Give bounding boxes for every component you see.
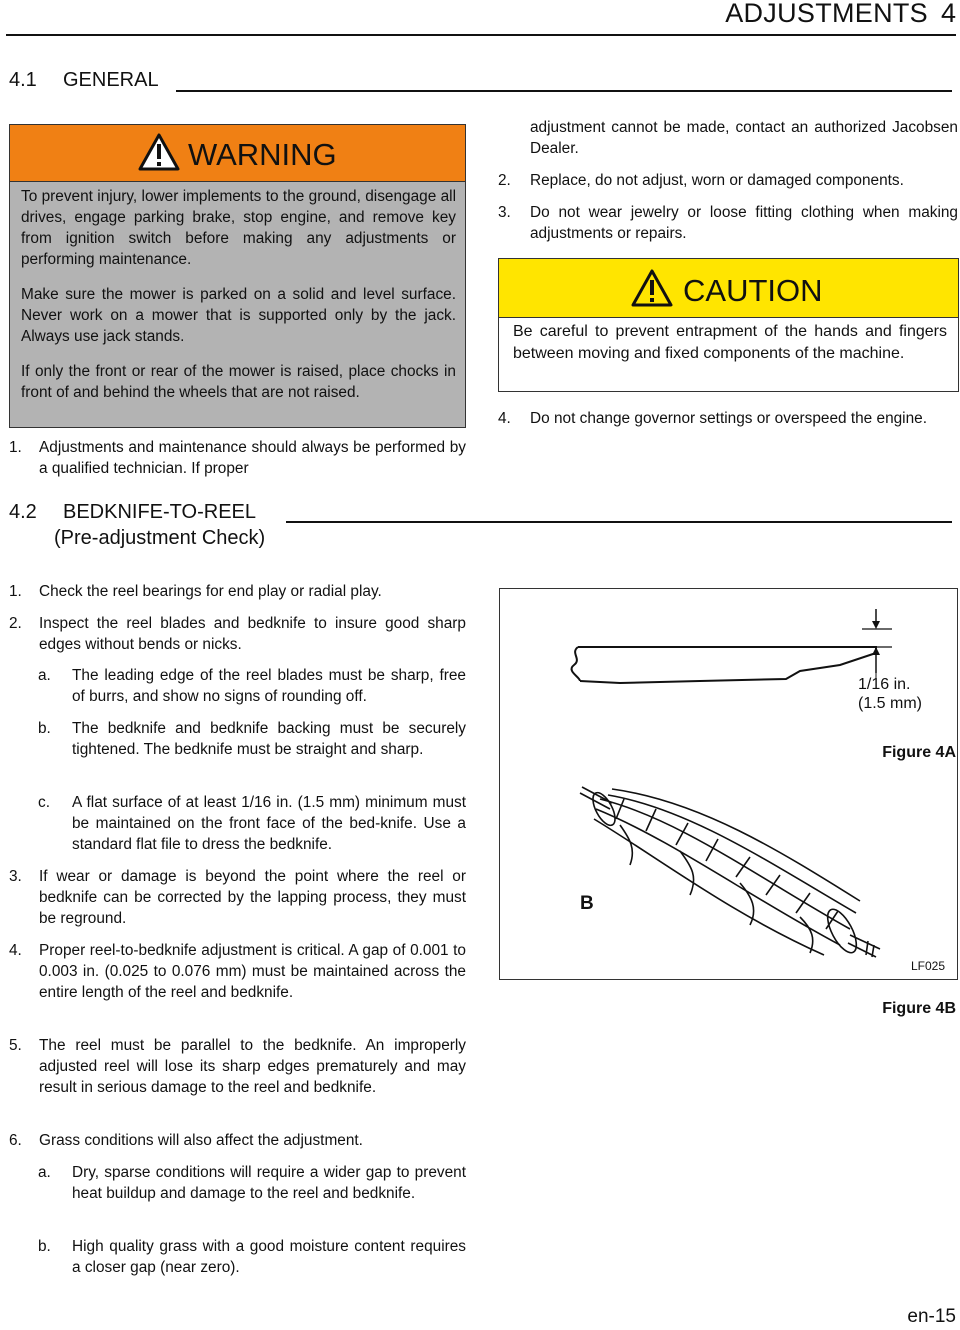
callout-b: B [580, 893, 594, 914]
section-general-heading [9, 69, 159, 92]
list-number: 5. [9, 1037, 22, 1054]
caution-header [499, 259, 958, 318]
list-text: Proper reel-to-bedknife adjustment is critical. A gap of 0.001 to 0.003 in. (0.025 to 0.076 mm) must be maintained across the entire length of the reel and bedknife. [39, 942, 466, 1001]
list-text: The reel must be parallel to the bedknife. An improperly adjusted reel will lose its sharp edges prematurely and may result in serious damage to the reel and bedknife. [39, 1037, 466, 1096]
list-number: 4. [498, 410, 511, 427]
list-item [9, 437, 466, 479]
section-bedknife-heading [9, 501, 256, 524]
dimension-mm: (1.5 mm) [858, 695, 922, 712]
warning-label: WARNING [188, 137, 337, 172]
warning-triangle-icon [138, 133, 180, 171]
figure-4b-caption: Figure 4B [882, 1000, 956, 1017]
section-subtitle: (Pre-adjustment Check) [54, 527, 266, 549]
reel-drawing [560, 779, 890, 969]
list-item [38, 792, 466, 855]
list-number: 2. [498, 172, 511, 189]
list-text: Do not change governor settings or overspeed the engine. [530, 410, 928, 427]
list-text: A flat surface of at least 1/16 in. (1.5 mm) minimum must be maintained on the front face of the bed-knife. Use a standard flat file to dress the bedknife. [72, 794, 466, 853]
list-text: Dry, sparse conditions will require a wider gap to prevent heat buildup and damage to the reel and bedknife. [72, 1164, 466, 1202]
section-rule [176, 90, 952, 92]
warning-paragraph: Make sure the mower is parked on a solid and level surface. Never work on a mower that is supported only by the jack. Always use jack stands. [21, 286, 456, 345]
list-number: 1. [9, 583, 22, 600]
list-number: a. [38, 1164, 51, 1181]
warning-header [10, 125, 465, 182]
header-rule [6, 34, 956, 36]
list-number: b. [38, 720, 51, 737]
list-item [38, 665, 466, 707]
warning-paragraph: To prevent injury, lower implements to the ground, disengage all drives, engage parking brake, stop engine, and remove key from ignition switch before making any adjustments or performing maintenance. [21, 188, 456, 268]
chapter-title: ADJUSTMENTS [725, 0, 928, 28]
caution-label: CAUTION [683, 273, 823, 308]
list-item [38, 1236, 466, 1278]
warning-box [9, 124, 466, 428]
list-text: Check the reel bearings for end play or radial play. [39, 583, 382, 600]
list-text: The bedknife and bedknife backing must be securely tightened. The bedknife must be straight and sharp. [72, 720, 466, 758]
list-number: 3. [9, 868, 22, 885]
list-item [9, 866, 466, 929]
section-title: GENERAL [63, 69, 159, 91]
list-number: 4. [9, 942, 22, 959]
section-number: 4.1 [9, 69, 37, 91]
list-text: If wear or damage is beyond the point where the reel or bedknife can be corrected by the lapping process, they must be reground. [39, 868, 466, 927]
list-text: Replace, do not adjust, worn or damaged components. [530, 172, 904, 189]
list-item [9, 613, 466, 655]
section-rule [286, 521, 952, 523]
chapter-number: 4 [940, 0, 956, 28]
list-text: Inspect the reel blades and bedknife to insure good sharp edges without bends or nicks. [39, 615, 466, 653]
figure-code: LF025 [911, 959, 946, 973]
list-text: Do not wear jewelry or loose fitting clothing when making adjustments or repairs. [530, 204, 958, 242]
list-number: b. [38, 1238, 51, 1255]
warning-paragraph: If only the front or rear of the mower is raised, place chocks in front of and behind the wheels that are not raised. [21, 363, 456, 401]
caution-text: Be careful to prevent entrapment of the hands and fingers between moving and fixed components of the machine. [513, 323, 947, 362]
list-number: 1. [9, 439, 22, 456]
list-number: 2. [9, 615, 22, 632]
page-number: en-15 [907, 1306, 956, 1327]
list-item [9, 581, 466, 602]
list-number: 6. [9, 1132, 22, 1149]
list-item [9, 1130, 466, 1151]
dimension-inches: 1/16 in. [858, 676, 911, 693]
figure-box [499, 588, 958, 980]
section-title: BEDKNIFE-TO-REEL [63, 501, 256, 523]
list-text: adjustment cannot be made, contact an authorized Jacobsen Dealer. [530, 119, 958, 157]
list-text: High quality grass with a good moisture content requires a closer gap (near zero). [72, 1238, 466, 1276]
list-item [498, 170, 958, 191]
section-number: 4.2 [9, 501, 37, 523]
list-number: a. [38, 667, 51, 684]
list-number: 3. [498, 204, 511, 221]
list-item [9, 940, 466, 1003]
list-item [38, 1162, 466, 1204]
list-number: c. [38, 794, 50, 811]
list-item [38, 718, 466, 760]
caution-box [498, 258, 959, 392]
caution-triangle-icon [631, 269, 673, 307]
list-item [498, 202, 958, 244]
list-item [498, 117, 958, 159]
figure-4a-caption: Figure 4A [882, 744, 956, 761]
list-text: The leading edge of the reel blades must be sharp, free of burrs, and show no signs of rounding off. [72, 667, 466, 705]
list-item [498, 408, 958, 429]
list-text: Adjustments and maintenance should always be performed by a qualified technician. If proper [39, 439, 466, 477]
list-text: Grass conditions will also affect the adjustment. [39, 1132, 363, 1149]
list-item [9, 1035, 466, 1098]
